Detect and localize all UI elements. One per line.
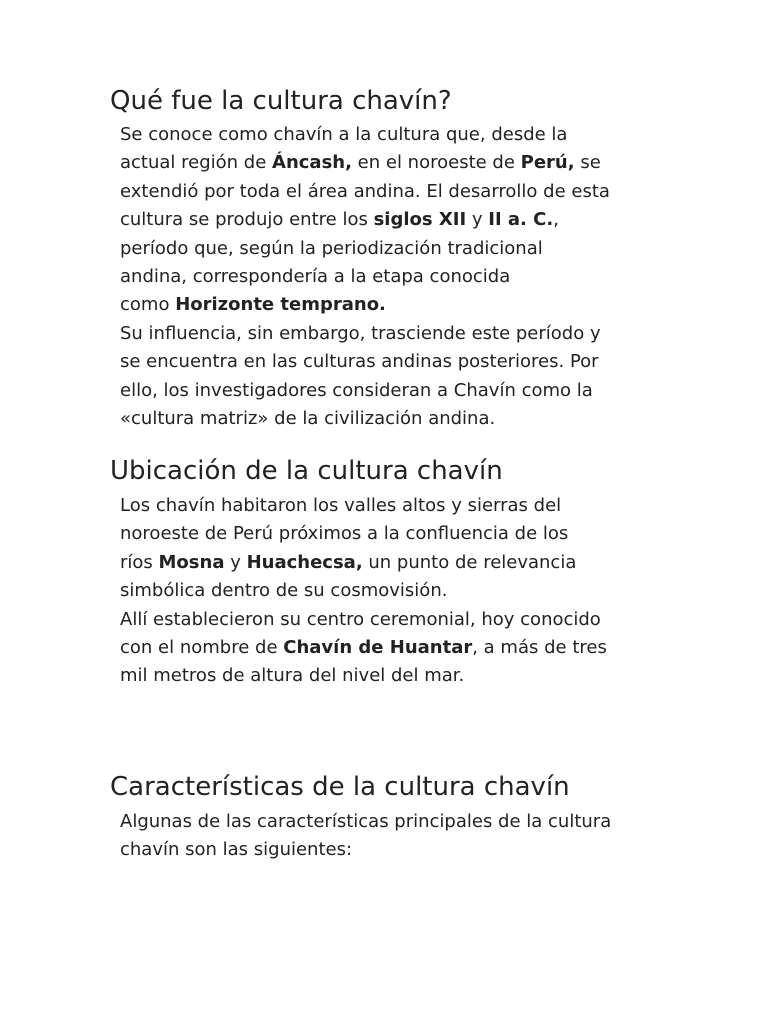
paragraph-line: [120, 662, 660, 690]
paragraph-line: [120, 235, 660, 263]
paragraph-line: [120, 492, 660, 520]
section-heading: Qué fue la cultura chavín?: [110, 86, 452, 116]
paragraph-line: [120, 178, 660, 206]
bold-term: Perú,: [520, 152, 575, 174]
text-run: mil metros de altura del nivel del mar.: [120, 665, 465, 687]
text-run: andina, correspondería a la etapa conocida: [120, 266, 511, 288]
text-run: con el nombre de: [120, 637, 284, 659]
text-run: actual región de: [120, 152, 273, 174]
paragraph-line: [120, 634, 660, 662]
text-run: noroeste de Perú próximos a la confluencia de los: [120, 523, 569, 545]
text-run: Los chavín habitaron los valles altos y sierras del: [120, 495, 562, 516]
bold-term: II a. C.: [488, 209, 554, 231]
paragraph-line: [120, 520, 660, 548]
section-heading: Ubicación de la cultura chavín: [110, 456, 503, 486]
text-run: en el noroeste de: [351, 152, 521, 174]
paragraph-line: [120, 836, 660, 864]
paragraph-line: [120, 348, 660, 376]
bold-term: Chavín de Huantar: [283, 637, 473, 659]
text-run: como: [120, 294, 176, 316]
text-run: un punto de relevancia: [362, 551, 577, 573]
bold-term: Horizonte temprano.: [175, 294, 386, 316]
bold-term: siglos XII: [373, 209, 467, 231]
text-run: cultura se produjo entre los: [120, 209, 374, 231]
text-run: Se conoce como chavín a la cultura que, desde la: [120, 124, 568, 145]
paragraph-line: [120, 405, 660, 433]
bold-term: Huachecsa,: [246, 551, 363, 573]
text-run: simbólica dentro de su cosmovisión.: [120, 580, 448, 602]
paragraph-line: [120, 549, 660, 577]
paragraph-line: [120, 206, 660, 234]
text-run: ello, los investigadores consideran a Chavín como la: [120, 379, 593, 401]
text-run: ríos: [120, 551, 159, 573]
text-run: chavín son las siguientes:: [120, 839, 353, 861]
text-run: Allí establecieron su centro ceremonial, hoy conocido: [120, 608, 601, 630]
bold-term: Áncash,: [272, 152, 352, 174]
section-paragraph: [120, 121, 660, 433]
text-run: y: [466, 209, 489, 231]
paragraph-line: [120, 320, 660, 348]
paragraph-line: [120, 606, 660, 634]
text-run: Algunas de las características principales de la cultura: [120, 811, 612, 832]
text-run: Su influencia, sin embargo, trasciende este período y: [120, 322, 601, 344]
section-paragraph: [120, 808, 660, 865]
paragraph-line: [120, 377, 660, 405]
paragraph-line: [120, 577, 660, 605]
text-run: extendió por toda el área andina. El desarrollo de esta: [120, 180, 610, 202]
text-run: «cultura matriz» de la civilización andina.: [120, 408, 496, 430]
text-run: , a más de tres: [472, 637, 607, 659]
paragraph-line: [120, 121, 660, 149]
bold-term: Mosna: [158, 551, 225, 573]
section-paragraph: [120, 492, 660, 691]
text-run: período que, según la periodización tradicional: [120, 237, 543, 259]
paragraph-line: [120, 808, 660, 836]
text-run: ,: [553, 209, 559, 231]
text-run: y: [224, 551, 247, 573]
text-run: se: [574, 152, 601, 174]
section-heading: Características de la cultura chavín: [110, 772, 570, 802]
text-run: se encuentra en las culturas andinas posteriores. Por: [120, 351, 599, 373]
paragraph-line: [120, 291, 660, 319]
paragraph-line: [120, 149, 660, 177]
paragraph-line: [120, 263, 660, 291]
